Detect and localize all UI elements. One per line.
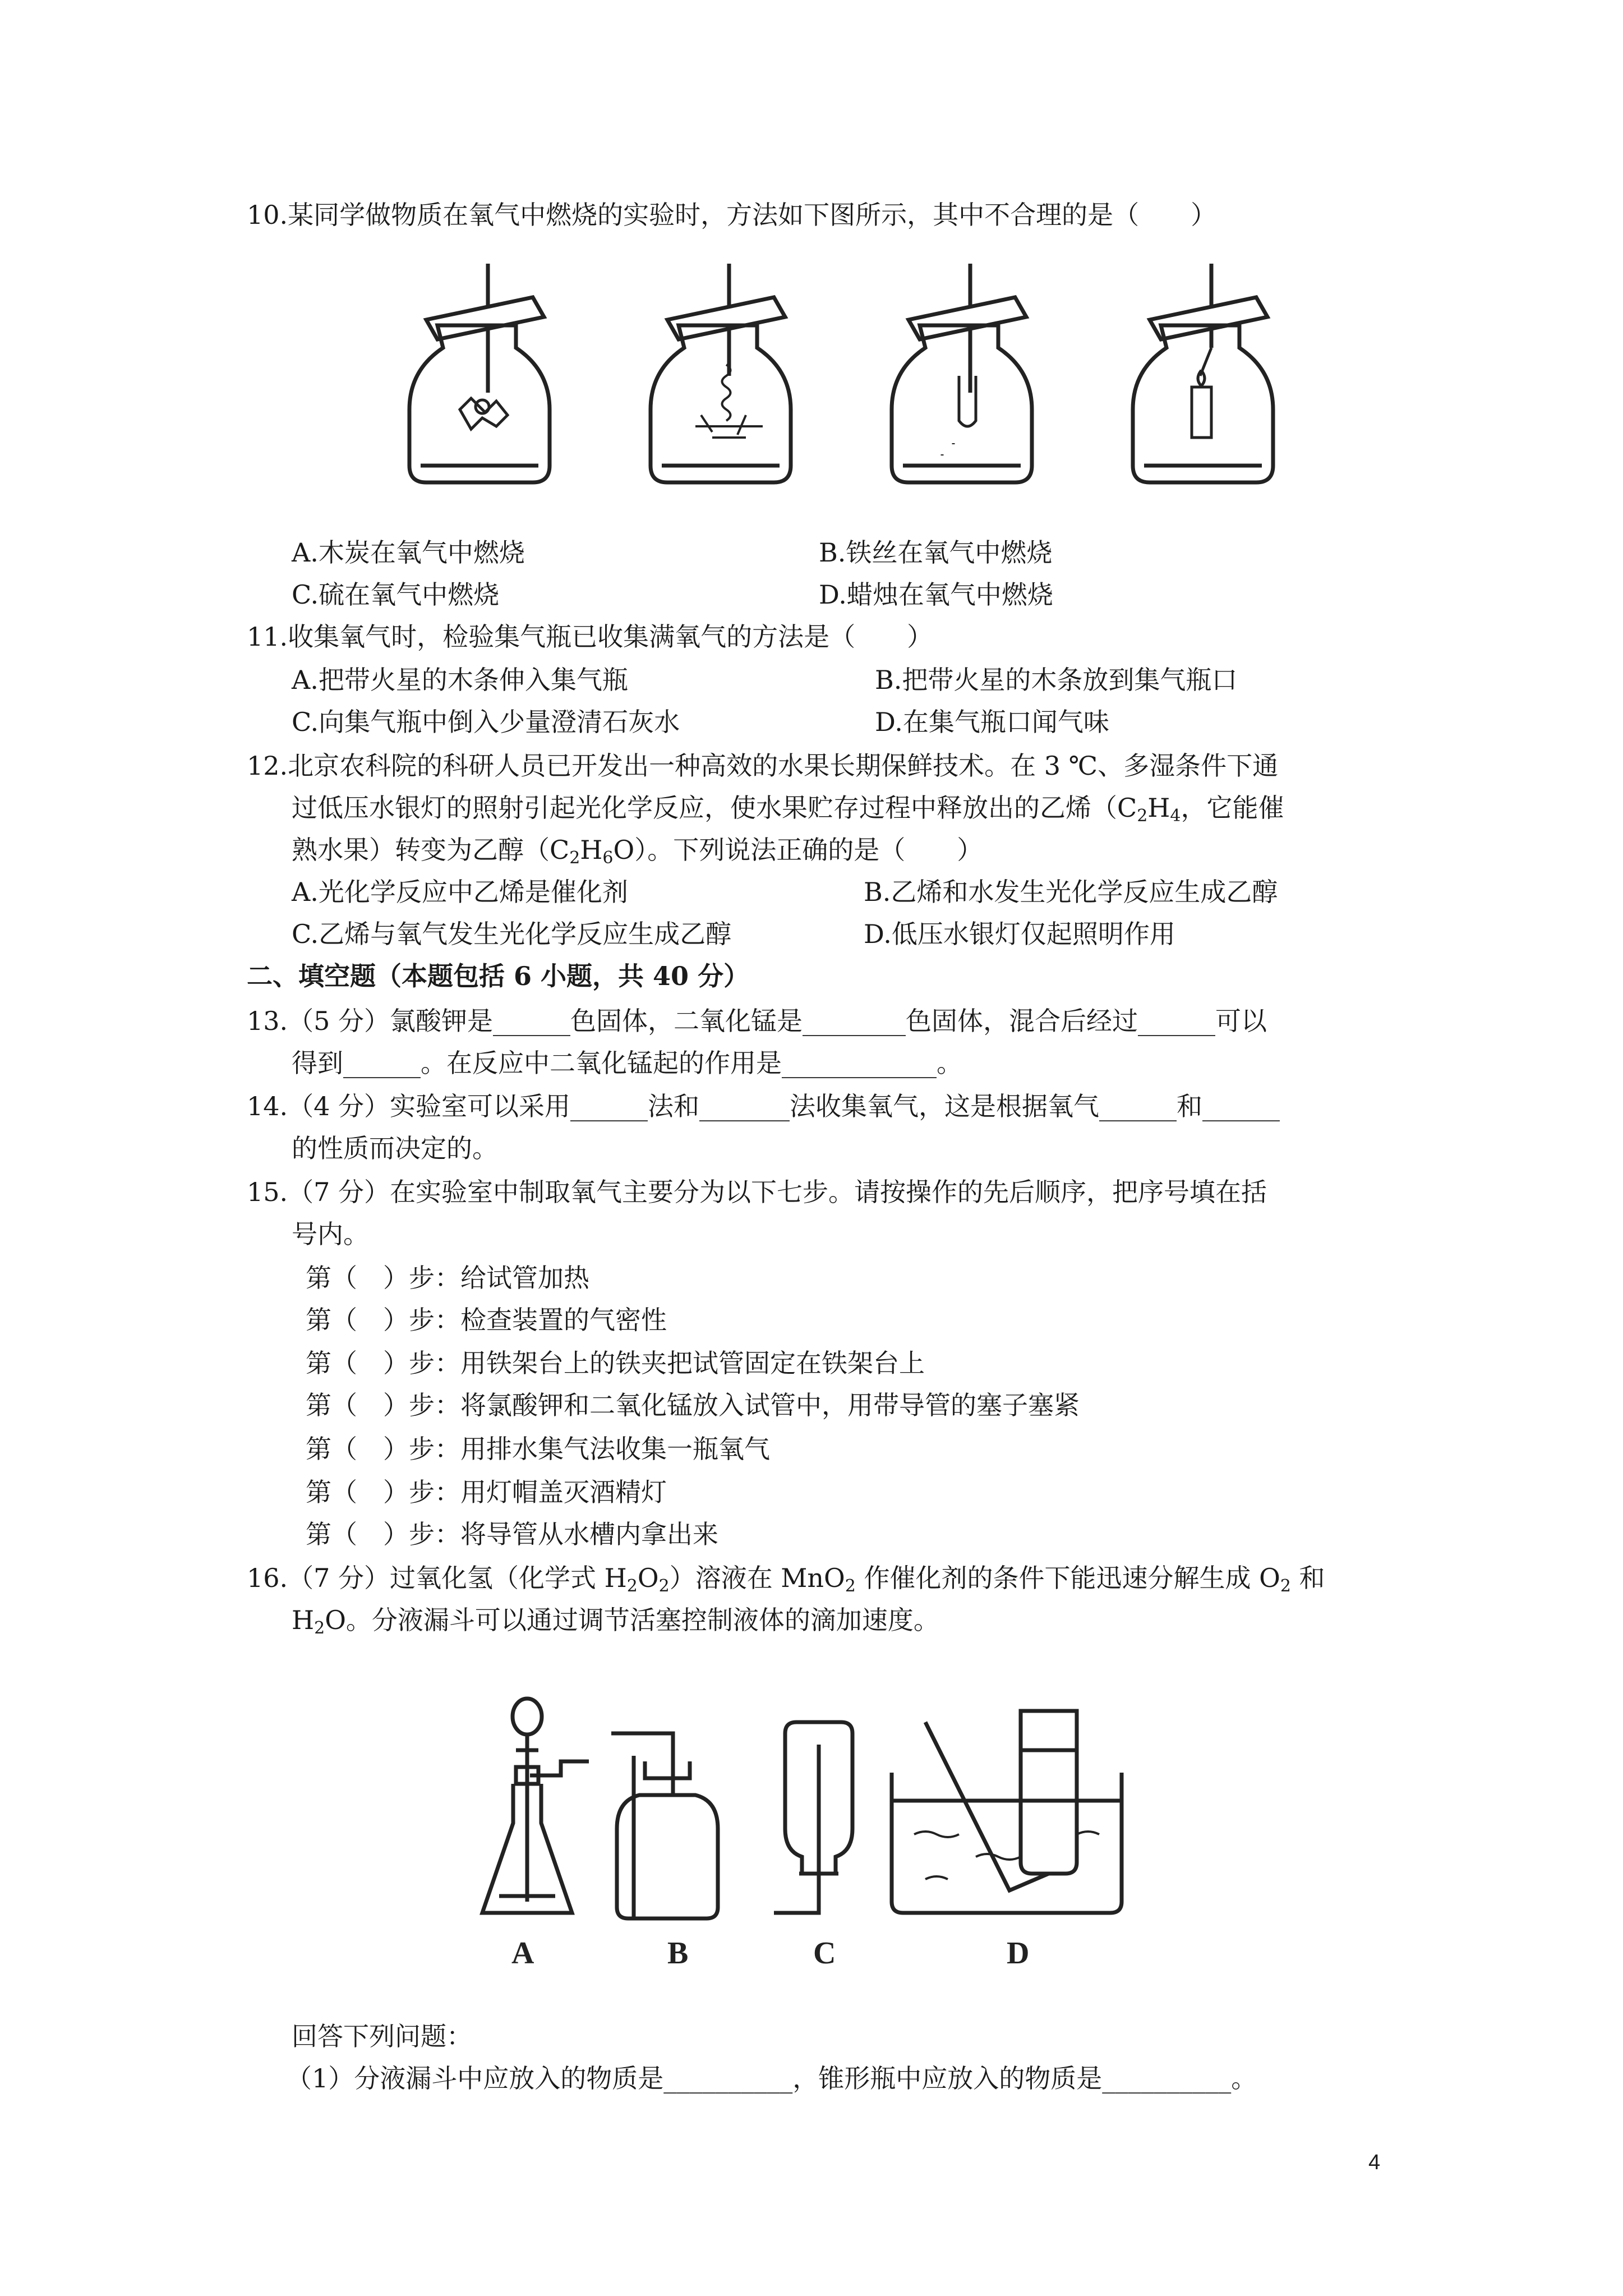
label-c: C	[813, 1936, 836, 1971]
apparatus-a	[482, 1699, 589, 1913]
q12-option-a: A.光化学反应中乙烯是催化剂	[292, 877, 628, 907]
q15-step: 第（ ）步：用铁架台上的铁夹把试管固定在铁架台上	[306, 1348, 925, 1378]
q15-step: 第（ ）步：将导管从水槽内拿出来	[306, 1519, 718, 1549]
q10-option-c: C.硫在氧气中燃烧	[292, 579, 500, 610]
q11-stem: 11.收集氧气时，检验集气瓶已收集满氧气的方法是（ ）	[247, 622, 933, 652]
jar-iron-wire	[651, 264, 791, 482]
jar-charcoal	[409, 264, 550, 482]
jar-candle	[1133, 264, 1273, 482]
section-title: 二、填空题（本题包括 6 小题，共 40 分）	[247, 961, 750, 991]
q15-step: 第（ ）步：给试管加热	[306, 1263, 589, 1293]
q15-step: 第（ ）步：将氯酸钾和二氧化锰放入试管中，用带导管的塞子塞紧	[306, 1390, 1080, 1420]
page-number: 4	[1368, 2151, 1381, 2174]
q16-apparatus-figure	[477, 1688, 1183, 1980]
apparatus-c	[774, 1722, 852, 1913]
q10-stem: 10.某同学做物质在氧气中燃烧的实验时，方法如下图所示，其中不合理的是（ ）	[247, 200, 1217, 230]
q12-option-b: B.乙烯和水发生光化学反应生成乙醇	[864, 877, 1278, 907]
q11-option-c: C.向集气瓶中倒入少量澄清石灰水	[292, 707, 680, 737]
q12-line2: 过低压水银灯的照射引起光化学反应，使水果贮存过程中释放出的乙烯（$C_2H_4$，它能催	[292, 793, 1284, 826]
q16-sub1: （1）分液漏斗中应放入的物质是__________，锥形瓶中应放入的物质是__________。	[286, 2063, 1257, 2093]
q10-option-a: A.木炭在氧气中燃烧	[292, 537, 525, 568]
label-d: D	[1007, 1936, 1030, 1971]
q12-option-c: C.乙烯与氧气发生光化学反应生成乙醇	[292, 919, 732, 949]
q13-line2: 得到______。在反应中二氧化锰起的作用是____________。	[292, 1048, 962, 1078]
apparatus-d	[892, 1711, 1122, 1913]
q11-option-a: A.把带火星的木条伸入集气瓶	[292, 665, 628, 695]
q12-line3: 熟水果）转变为乙醇$(C_2H_6O)$。下列说法正确的是（ ）	[292, 835, 983, 868]
q14-line2: 的性质而决定的。	[292, 1133, 498, 1163]
label-a: A	[511, 1936, 534, 1971]
q15-step: 第（ ）步：用灯帽盖灭酒精灯	[306, 1477, 667, 1507]
q16-answer-intro: 回答下列问题：	[292, 2021, 472, 2051]
q16-line1: 16.（7 分）过氧化氢（化学式 $H_2O_2$）溶液在 MnO$_2$ 作催化剂的条件下能迅速分解生成 $O_2$ 和	[247, 1563, 1325, 1596]
q15-step: 第（ ）步：检查装置的气密性	[306, 1305, 667, 1335]
q12-line1: 12.北京农科院的科研人员已开发出一种高效的水果长期保鲜技术。在 3 ℃、多湿条件下通	[247, 751, 1279, 781]
q15-step: 第（ ）步：用排水集气法收集一瓶氧气	[306, 1434, 770, 1464]
jar-sulfur	[892, 264, 1032, 482]
q11-option-d: D.在集气瓶口闻气味	[875, 707, 1109, 737]
label-b: B	[667, 1936, 689, 1971]
q16-line2: $H_2O$。分液漏斗可以通过调节活塞控制液体的滴加速度。	[292, 1605, 939, 1638]
q15-line2: 号内。	[292, 1219, 369, 1249]
q15-line1: 15.（7 分）在实验室中制取氧气主要分为以下七步。请按操作的先后顺序，把序号填在括	[247, 1177, 1267, 1207]
q12-option-d: D.低压水银灯仅起照明作用	[864, 919, 1175, 949]
q13-line1: 13.（5 分）氯酸钾是______色固体，二氧化锰是________色固体，混合后经过______可以	[247, 1006, 1267, 1036]
apparatus-b	[611, 1733, 718, 1918]
q11-option-b: B.把带火星的木条放到集气瓶口	[875, 665, 1238, 695]
q10-figure	[370, 264, 1604, 499]
q10-option-b: B.铁丝在氧气中燃烧	[819, 537, 1053, 568]
q14-line1: 14.（4 分）实验室可以采用______法和_______法收集氧气，这是根据氧气______和______	[247, 1091, 1280, 1121]
q10-option-d: D.蜡烛在氧气中燃烧	[819, 579, 1053, 610]
